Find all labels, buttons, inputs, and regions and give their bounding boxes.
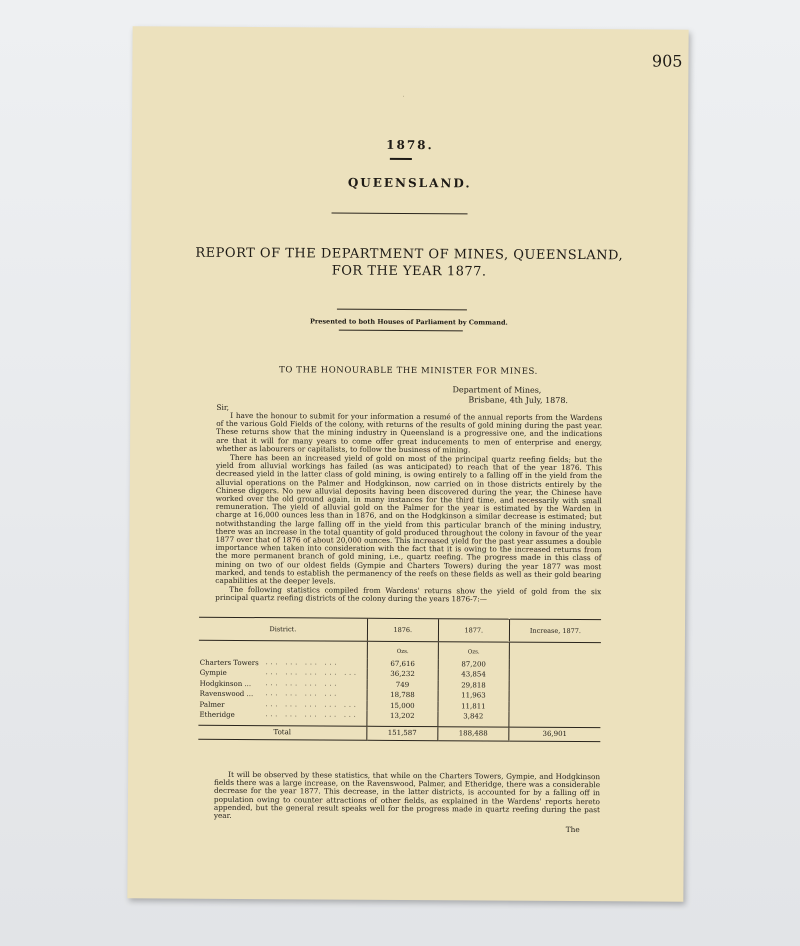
district-name: Gympie bbox=[199, 669, 227, 678]
letter-body bbox=[215, 412, 602, 606]
leader-dots: ... ... ... ... ... bbox=[265, 700, 359, 709]
leader-dots: ... ... ... ... bbox=[265, 659, 340, 667]
total-row bbox=[198, 726, 600, 742]
value-1876: 36,232 bbox=[367, 669, 438, 680]
report-title: REPORT OF THE DEPARTMENT OF MINES, QUEENSLAND, FOR THE YEAR 1877. bbox=[195, 245, 624, 280]
value-1876: 18,788 bbox=[367, 690, 438, 701]
presented-note: Presented to both Houses of Parliament by Command. bbox=[309, 317, 508, 327]
leader-dots: ... ... ... ... ... bbox=[265, 711, 359, 719]
paragraph: I have the honour to submit for your information a resumé of the annual reports from the Wardens of the various Gold Fields of the colony, with returns of the results of gold mining during the past year. These returns show that the mining industry in Queensland is a progressive one, and the indications are that it will for many years to come offer great inducements to men of enterprise and energy, whether as labourers or capitalists, to follow the business of mining. bbox=[216, 410, 603, 455]
value-1876: 67,616 bbox=[367, 659, 438, 670]
paragraph: The following statistics compiled from Wardens' returns show the yield of gold from the six principal quartz reefing districts of the colony during the years 1876-7:— bbox=[215, 585, 602, 604]
unit-1877: Ozs. bbox=[438, 642, 509, 660]
document-page bbox=[127, 26, 688, 901]
divider-rule bbox=[339, 330, 463, 332]
district-name: Ravenswood ... bbox=[199, 689, 254, 699]
paragraph: There has been an increased yield of gold on most of the principal quartz reefing fields; but the yield from alluvial workings has failed (as was anticipated) to reach that of the year 1876. This decreased yield in the latter class of gold mining, is owing entirely to a falling off in the yield from the alluvial operations on the Palmer and Hodgkinson, now carried on in those districts entirely by the Chinese diggers. No new alluvial deposits having been discovered during the year, the Chinese have worked over the old ground again, in many instances for the third time, and necessarily with small remuneration. The yield of alluvial gold on the Palmer for the year is estimated by the Warden in charge at 16,000 ounces less than in 1876, and on the Hodgkinson a similar decrease is estimated; but notwithstanding the large falling off in the yield from this particular branch of the mining industry, there was an increase in the total quantity of gold produced throughout the colony in favour of the year 1877 over that of 1876 of about 20,000 ounces. This increased yield for the past year assumes a double importance when taken into consideration with the fact that it is owing to the increased returns from the more permanent branch of gold mining, i.e., quartz reefing. The progress made in this class of mining on two of our oldest fields (Gympie and Charters Towers) during the year 1877 was most marked, and tends to establish the permanency of the reefs on these fields as well as their gold bearing capabilities at the deeper levels. bbox=[215, 452, 603, 586]
catchword: The bbox=[565, 824, 580, 835]
table-header-row bbox=[199, 617, 601, 642]
header-district: District. bbox=[199, 617, 367, 641]
value-1877: 11,963 bbox=[438, 690, 509, 701]
value-1877: 87,200 bbox=[438, 659, 509, 670]
value-1876: 13,202 bbox=[367, 711, 438, 727]
divider-rule bbox=[337, 309, 467, 311]
closing-text bbox=[214, 771, 600, 824]
state-heading: QUEENSLAND. bbox=[347, 175, 472, 191]
sender-address bbox=[452, 385, 568, 406]
total-increase: 36,901 bbox=[509, 728, 601, 742]
district-name: Hodgkinson ... bbox=[199, 679, 252, 688]
leader-dots: ... ... ... ... bbox=[265, 690, 340, 698]
total-1877: 188,488 bbox=[438, 727, 509, 741]
salutation: Sir, bbox=[216, 402, 230, 412]
gold-yield-table bbox=[198, 617, 601, 742]
page-number: 905 bbox=[651, 51, 683, 71]
total-1876: 151,587 bbox=[367, 727, 438, 741]
value-1877: 3,842 bbox=[438, 711, 509, 727]
addressee-line: TO THE HONOURABLE THE MINISTER FOR MINES. bbox=[279, 365, 538, 377]
report-year: 1878. bbox=[386, 137, 434, 153]
header-1877: 1877. bbox=[438, 619, 509, 642]
leader-dots: ... ... ... ... bbox=[265, 679, 340, 688]
year-dash bbox=[390, 158, 412, 160]
sender-line-1: Department of Mines, bbox=[452, 385, 542, 395]
paragraph: It will be observed by these statistics, that while on the Charters Towers, Gympie, and Hodgkinson fields there was a large increase, on the Ravenswood, Palmer, and Etheridge, there was a considerable decrease for the year 1877. This decrease, in the latter districts, is accounted for by a falling off in population owing to counter attractions of other fields, as explained in the Wardens' reports hereto appended, but the general result speaks well for the progress made in quartz reefing during the past year. bbox=[213, 769, 601, 820]
paper-mark: · bbox=[402, 91, 405, 101]
header-1876: 1876. bbox=[367, 618, 438, 641]
district-name: Palmer bbox=[199, 700, 225, 709]
value-1876: 15,000 bbox=[367, 700, 438, 711]
value-1877: 43,854 bbox=[438, 670, 509, 681]
district-name: Etheridge bbox=[199, 710, 235, 719]
value-1877: 11,811 bbox=[438, 701, 509, 712]
district-name: Charters Towers bbox=[199, 658, 259, 668]
divider-rule bbox=[332, 213, 468, 215]
value-1877: 29,818 bbox=[438, 680, 509, 691]
sender-line-2: Brisbane, 4th July, 1878. bbox=[468, 395, 569, 405]
unit-1876: Ozs. bbox=[367, 641, 438, 659]
total-label: Total bbox=[198, 726, 366, 740]
leader-dots: ... ... ... ... ... bbox=[265, 669, 359, 678]
value-1876: 749 bbox=[367, 680, 438, 691]
header-increase: Increase, 1877. bbox=[509, 619, 601, 643]
